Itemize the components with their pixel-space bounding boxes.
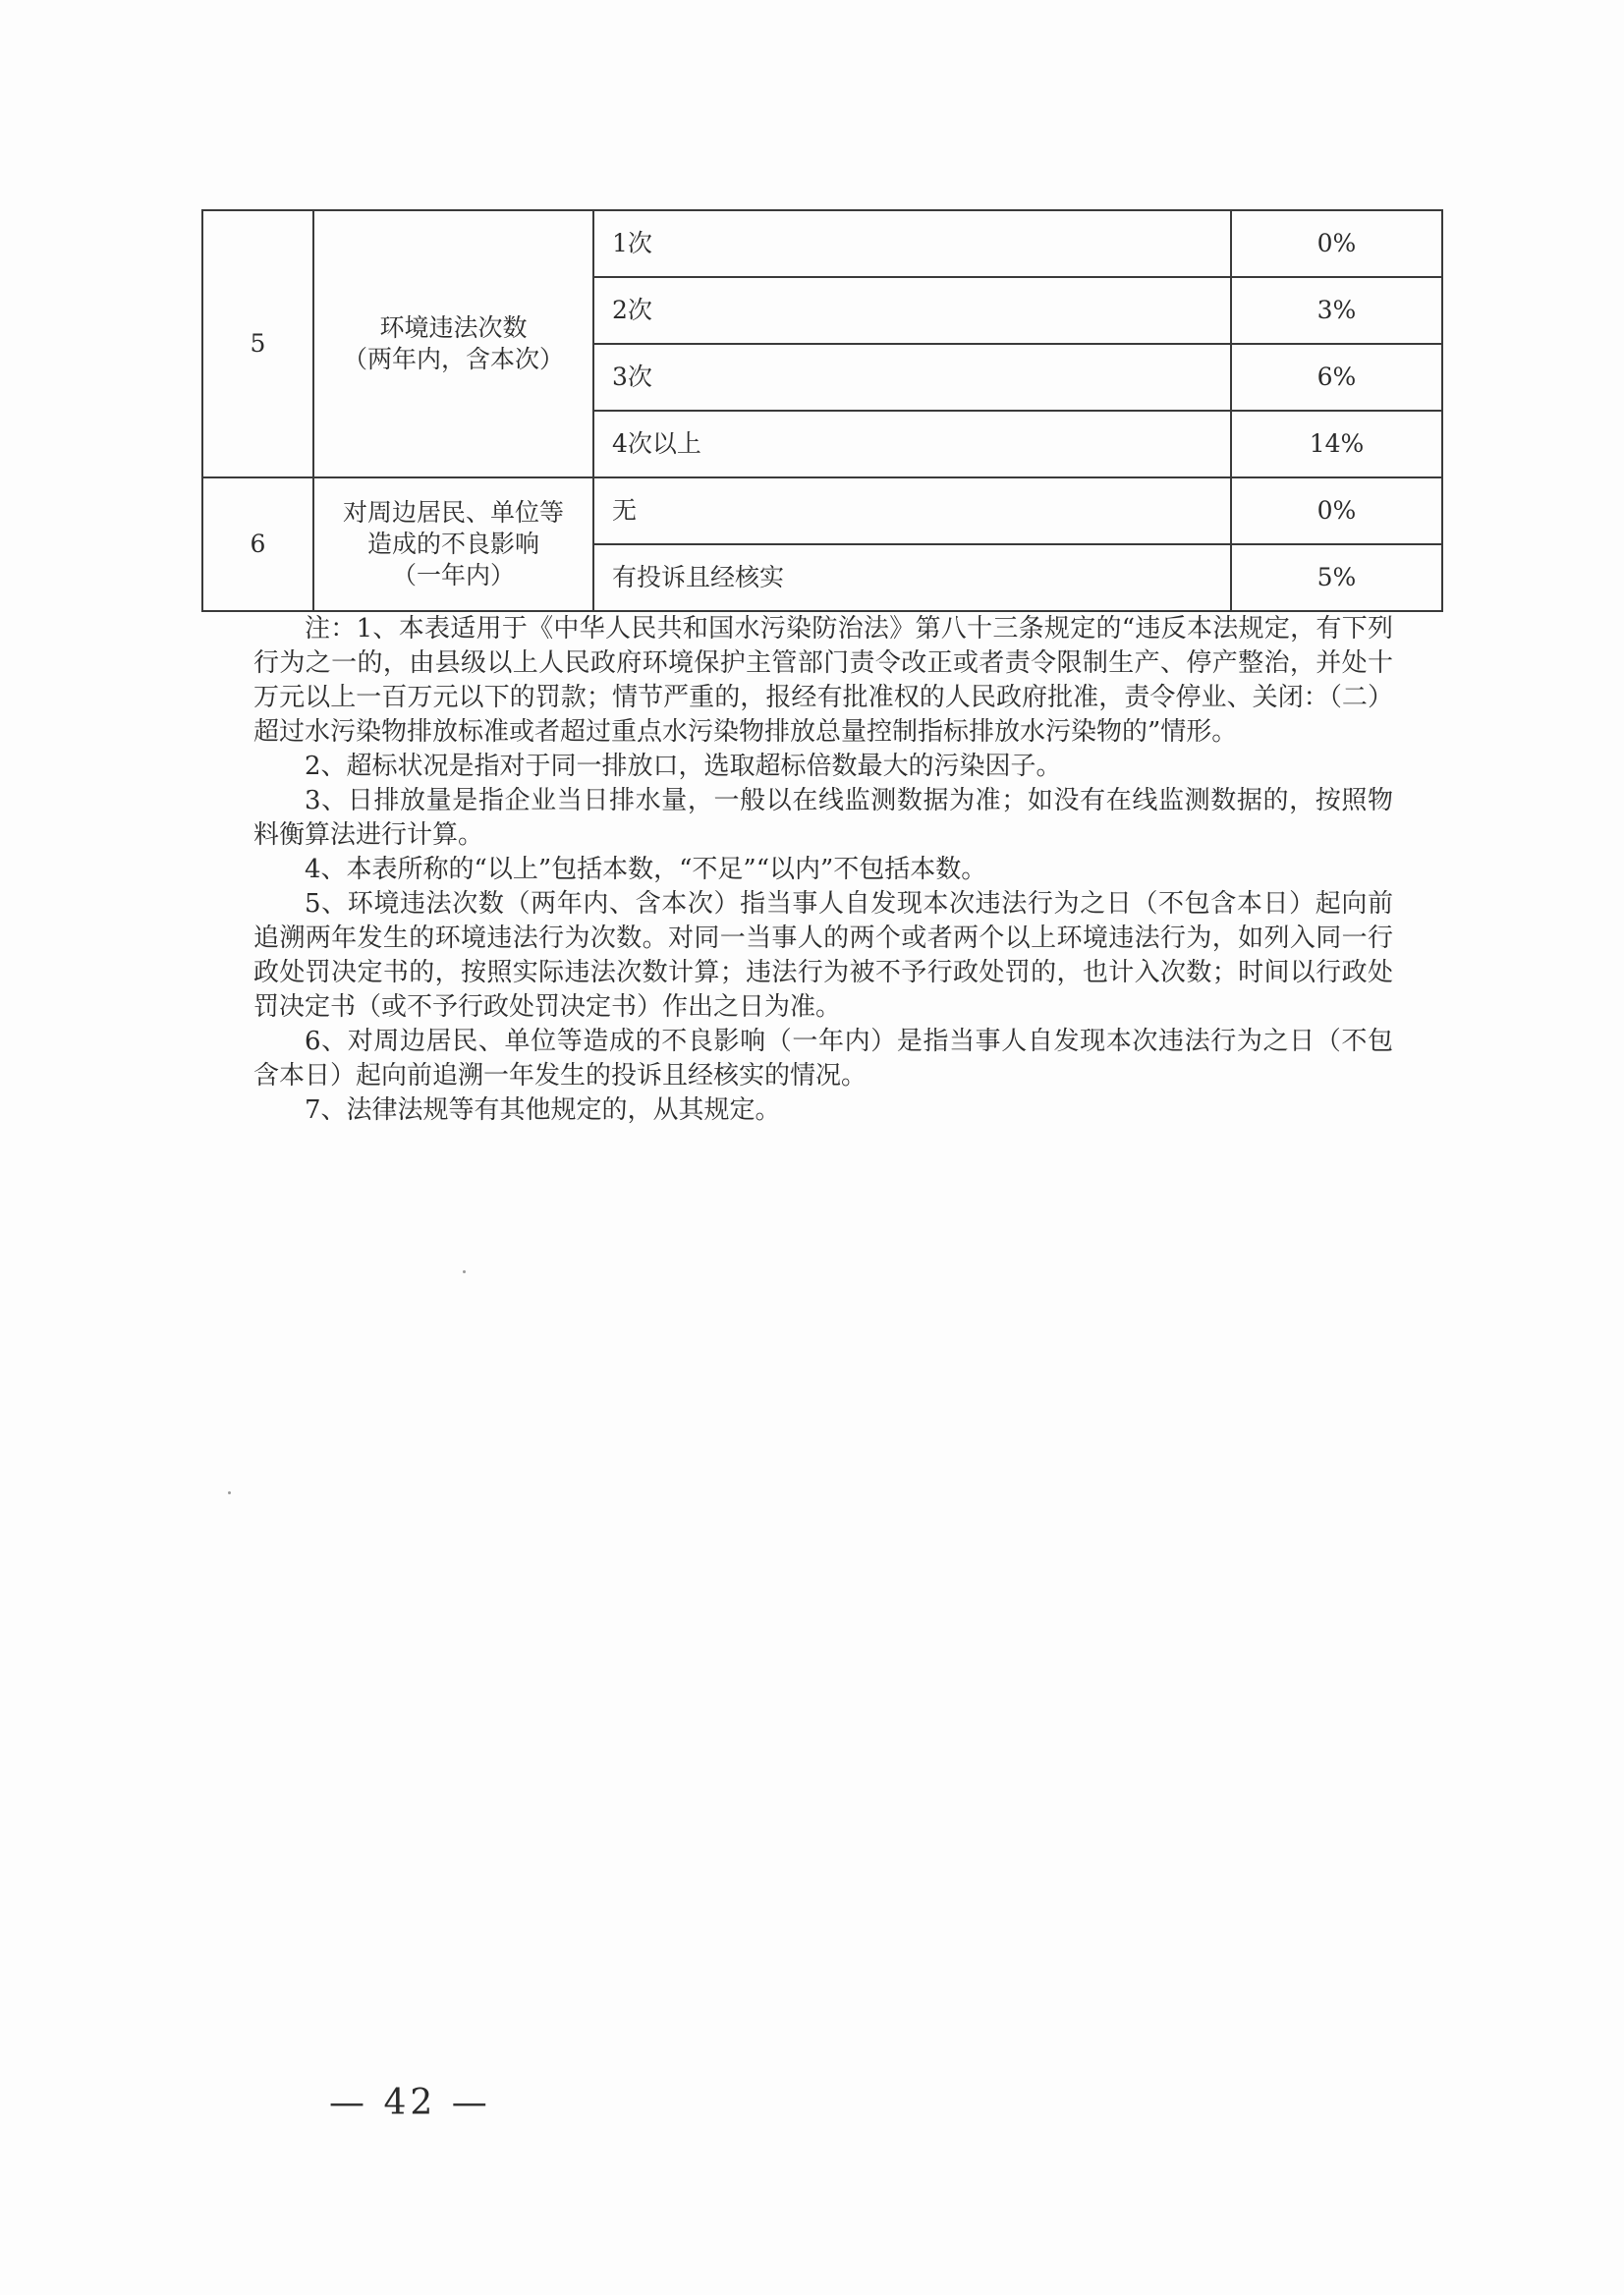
value-cell: 0% xyxy=(1231,210,1442,277)
criterion-cell xyxy=(313,477,593,611)
criterion-label: 造成的不良影响 xyxy=(366,530,539,558)
scan-speck xyxy=(228,1491,231,1494)
note-paragraph: 5、环境违法次数（两年内、含本次）指当事人自发现本次违法行为之日（不包含本日）起向前追溯两年发生的环境违法行为次数。对同一当事人的两个或者两个以上环境违法行为，如列入同一行政处罚决定书的，按照实际违法次数计算；违法行为被不予行政处罚的，也计入次数；时间以行政处罚决定书（或不予行政处罚决定书）作出之日为准。 xyxy=(253,889,1393,1022)
criterion-label: （两年内，含本次） xyxy=(342,345,564,373)
row-number: 5 xyxy=(202,210,313,477)
condition-cell: 4次以上 xyxy=(593,411,1231,477)
criterion-label: 环境违法次数 xyxy=(379,313,528,342)
note-paragraph: 注：1、本表适用于《中华人民共和国水污染防治法》第八十三条规定的“违反本法规定，有下列行为之一的，由县级以上人民政府环境保护主管部门责令改正或者责令限制生产、停产整治，并处十万元以上一百万元以下的罚款；情节严重的，报经有批准权的人民政府批准，责令停业、关闭：（二）超过水污染物排放标准或者超过重点水污染物排放总量控制指标排放水污染物的”情形。 xyxy=(253,614,1393,747)
condition-cell: 3次 xyxy=(593,344,1231,411)
table-row xyxy=(202,477,1442,544)
row-number: 6 xyxy=(202,477,313,611)
criterion-label: 对周边居民、单位等 xyxy=(342,498,564,527)
value-cell: 0% xyxy=(1231,477,1442,544)
condition-cell: 无 xyxy=(593,477,1231,544)
table-row xyxy=(202,210,1442,277)
note-paragraph: 2、超标状况是指对于同一排放口，选取超标倍数最大的污染因子。 xyxy=(305,752,1062,781)
page-number: — 42 — xyxy=(329,2083,491,2123)
note-paragraph: 4、本表所称的“以上”包括本数，“不足”“以内”不包括本数。 xyxy=(305,855,987,884)
note-paragraph: 3、日排放量是指企业当日排水量，一般以在线监测数据为准；如没有在线监测数据的，按照物料衡算法进行计算。 xyxy=(253,786,1393,850)
criterion-cell xyxy=(313,210,593,477)
penalty-criteria-table xyxy=(201,209,1443,612)
notes-section xyxy=(253,612,1393,1128)
condition-cell: 1次 xyxy=(593,210,1231,277)
note-paragraph: 7、法律法规等有其他规定的，从其规定。 xyxy=(305,1095,781,1125)
condition-cell: 2次 xyxy=(593,277,1231,344)
value-cell: 14% xyxy=(1231,411,1442,477)
note-paragraph: 6、对周边居民、单位等造成的不良影响（一年内）是指当事人自发现本次违法行为之日（不包含本日）起向前追溯一年发生的投诉且经核实的情况。 xyxy=(253,1027,1393,1091)
condition-cell: 有投诉且经核实 xyxy=(593,544,1231,611)
criterion-label: （一年内） xyxy=(391,561,515,589)
value-cell: 3% xyxy=(1231,277,1442,344)
value-cell: 6% xyxy=(1231,344,1442,411)
scan-speck xyxy=(463,1270,466,1273)
value-cell: 5% xyxy=(1231,544,1442,611)
